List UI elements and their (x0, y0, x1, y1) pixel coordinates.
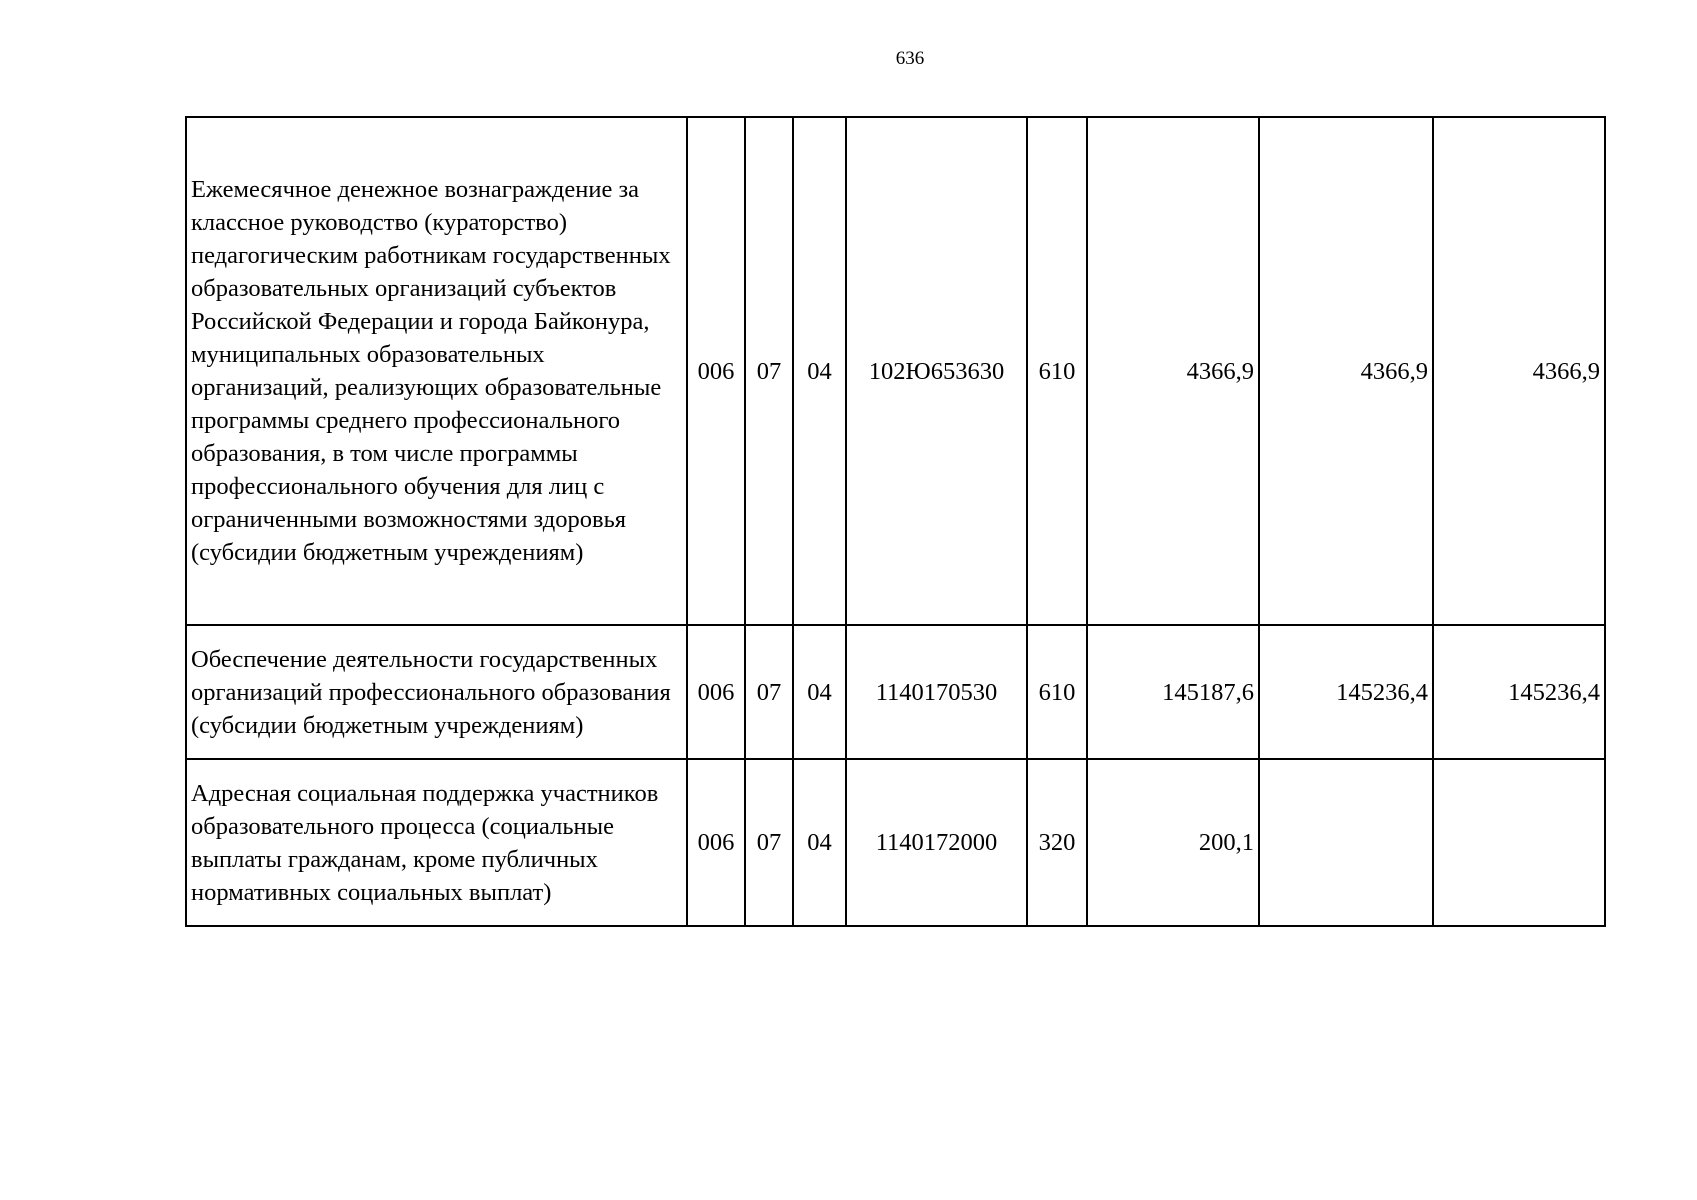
section-code: 07 (745, 625, 793, 759)
amount-2 (1259, 759, 1433, 926)
subsection-code: 04 (793, 625, 846, 759)
amount-3 (1433, 759, 1605, 926)
subsection-code: 04 (793, 117, 846, 625)
ministry-code: 006 (687, 117, 745, 625)
target-article-code: 102Ю653630 (846, 117, 1027, 625)
expense-type-code: 610 (1027, 625, 1087, 759)
amount-2: 4366,9 (1259, 117, 1433, 625)
ministry-code: 006 (687, 625, 745, 759)
amount-1: 145187,6 (1087, 625, 1259, 759)
table-row (186, 759, 1605, 926)
row-description: Адресная социальная поддержка участников образовательного процесса (социальные выплаты гражданам, кроме публичных нормативных социальных выплат) (186, 759, 687, 926)
subsection-code: 04 (793, 759, 846, 926)
amount-1: 4366,9 (1087, 117, 1259, 625)
amount-3: 145236,4 (1433, 625, 1605, 759)
amount-1: 200,1 (1087, 759, 1259, 926)
expense-type-code: 610 (1027, 117, 1087, 625)
table-row (186, 625, 1605, 759)
target-article-code: 1140172000 (846, 759, 1027, 926)
page-number: 636 (895, 48, 925, 69)
row-description: Обеспечение деятельности государственных организаций профессионального образования (субсидии бюджетным учреждениям) (186, 625, 687, 759)
row-description: Ежемесячное денежное вознаграждение за классное руководство (кураторство) педагогическим работникам государственных образовательных организаций субъектов Российской Федерации и города Байконура, муниципальных образовательных организаций, реализующих образовательные программы среднего профессионального образования, в том числе программы профессионального обучения для лиц с ограниченными возможностями здоровья (субсидии бюджетным учреждениям) (186, 117, 687, 625)
section-code: 07 (745, 759, 793, 926)
amount-2: 145236,4 (1259, 625, 1433, 759)
expense-type-code: 320 (1027, 759, 1087, 926)
amount-3: 4366,9 (1433, 117, 1605, 625)
section-code: 07 (745, 117, 793, 625)
target-article-code: 1140170530 (846, 625, 1027, 759)
ministry-code: 006 (687, 759, 745, 926)
table-row (186, 117, 1605, 625)
budget-table (185, 116, 1606, 927)
